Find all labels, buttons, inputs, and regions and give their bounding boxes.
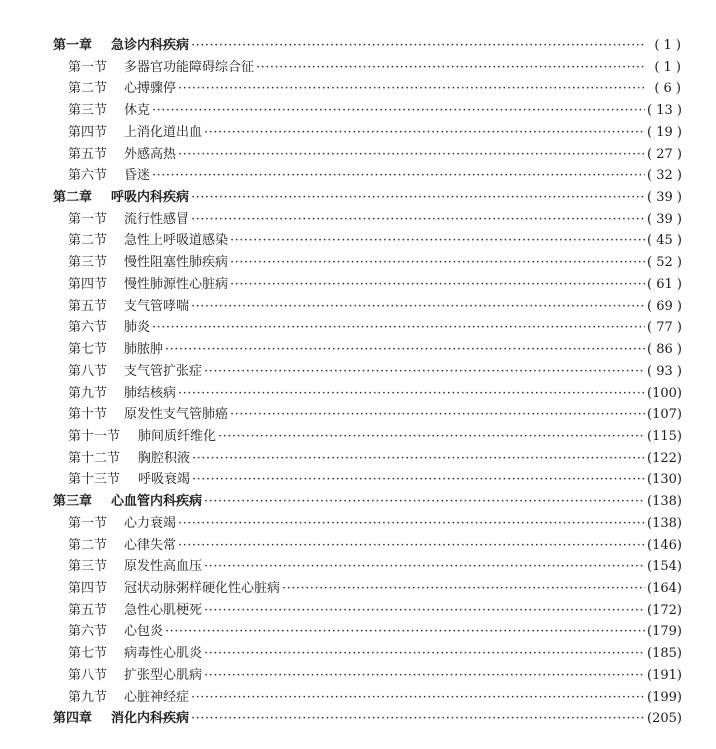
toc-section-entry[interactable] [53, 100, 681, 122]
table-of-contents [53, 35, 681, 730]
dot-leader [204, 643, 645, 665]
toc-section-entry[interactable] [53, 513, 681, 535]
chapter-title: 急诊内科疾病 [111, 38, 190, 53]
page-number: ( 1 ) [654, 59, 681, 75]
toc-section-entry[interactable] [53, 296, 681, 318]
dot-leader [282, 578, 645, 600]
section-title: 肺脓肿 [124, 342, 164, 358]
page-number: ( 19 ) [647, 124, 682, 140]
toc-section-entry[interactable] [53, 317, 681, 339]
page-number: (154) [647, 559, 682, 575]
page-number: ( 39 ) [647, 211, 682, 227]
toc-section-entry[interactable] [53, 230, 681, 252]
page-number: (107) [647, 407, 682, 423]
section-title: 慢性阻塞性肺疾病 [124, 255, 229, 271]
section-title: 急性上呼吸道感染 [124, 233, 229, 249]
section-title: 昏迷 [124, 168, 151, 184]
section-number: 第六节 [68, 168, 108, 184]
dot-leader [191, 187, 645, 209]
toc-section-entry[interactable] [53, 122, 681, 144]
toc-section-entry[interactable] [53, 361, 681, 383]
dot-leader [178, 78, 645, 100]
page-number: (179) [647, 624, 682, 640]
dot-leader [204, 361, 645, 383]
section-number: 第四节 [68, 580, 108, 596]
page-number: ( 39 ) [647, 190, 682, 206]
section-number: 第四节 [68, 276, 108, 292]
dot-leader [230, 404, 645, 426]
section-title: 肺炎 [124, 320, 151, 336]
toc-section-entry[interactable] [53, 643, 681, 665]
page-number: ( 1 ) [654, 38, 681, 53]
section-number: 第五节 [68, 298, 108, 314]
page-number: ( 32 ) [647, 168, 682, 184]
dot-leader [230, 252, 645, 274]
section-title: 心包炎 [124, 624, 164, 640]
toc-section-entry[interactable] [53, 57, 681, 79]
section-number: 第十三节 [68, 472, 121, 488]
section-number: 第二节 [68, 81, 108, 97]
section-number: 第八节 [68, 363, 108, 379]
dot-leader [152, 100, 645, 122]
page-number: (138) [647, 515, 682, 531]
section-title: 多器官功能障碍综合征 [124, 59, 255, 75]
toc-section-entry[interactable] [53, 252, 681, 274]
dot-leader [165, 621, 645, 643]
section-title: 急性心肌梗死 [124, 602, 203, 618]
toc-section-entry[interactable] [53, 404, 681, 426]
page-number: ( 77 ) [647, 320, 682, 336]
section-title: 病毒性心肌炎 [124, 646, 203, 662]
toc-section-entry[interactable] [53, 426, 681, 448]
page-number: (199) [647, 689, 682, 705]
section-number: 第五节 [68, 602, 108, 618]
toc-section-entry[interactable] [53, 665, 681, 687]
section-number: 第一节 [68, 515, 108, 531]
toc-section-entry[interactable] [53, 535, 681, 557]
dot-leader [230, 274, 645, 296]
dot-leader [191, 687, 645, 709]
page-number: (122) [647, 450, 682, 466]
chapter-number: 第四章 [53, 711, 93, 727]
dot-leader [191, 209, 645, 231]
page-number: (205) [647, 711, 682, 727]
dot-leader [218, 426, 645, 448]
page-number: ( 69 ) [647, 298, 682, 314]
section-number: 第九节 [68, 385, 108, 401]
chapter-title: 心血管内科疾病 [111, 494, 203, 510]
toc-section-entry[interactable] [53, 621, 681, 643]
section-title: 慢性肺源性心脏病 [124, 276, 229, 292]
toc-section-entry[interactable] [53, 469, 681, 491]
section-number: 第一节 [68, 211, 108, 227]
page-number: (172) [647, 602, 682, 618]
page-number: (146) [647, 537, 682, 553]
toc-section-entry[interactable] [53, 339, 681, 361]
dot-leader [191, 708, 645, 730]
dot-leader [256, 57, 645, 79]
section-number: 第五节 [68, 146, 108, 162]
dot-leader [230, 230, 645, 252]
section-number: 第一节 [68, 59, 108, 75]
section-title: 心搏骤停 [124, 81, 177, 97]
dot-leader [178, 535, 645, 557]
section-title: 支气管扩张症 [124, 363, 203, 379]
section-number: 第三节 [68, 103, 108, 119]
section-title: 支气管哮喘 [124, 298, 190, 314]
section-number: 第九节 [68, 689, 108, 705]
chapter-title: 消化内科疾病 [111, 711, 190, 727]
page-number: (164) [647, 580, 682, 596]
section-title: 心力衰竭 [124, 515, 177, 531]
dot-leader [191, 296, 645, 318]
section-title: 上消化道出血 [124, 124, 203, 140]
toc-chapter-entry[interactable] [53, 708, 681, 730]
section-number: 第六节 [68, 320, 108, 336]
chapter-number: 第二章 [53, 190, 93, 206]
section-number: 第七节 [68, 646, 108, 662]
page-number: (130) [647, 472, 682, 488]
toc-section-entry[interactable] [53, 78, 681, 100]
toc-section-entry[interactable] [53, 209, 681, 231]
page-number: (185) [647, 646, 682, 662]
section-number: 第三节 [68, 255, 108, 271]
section-title: 流行性感冒 [124, 211, 190, 227]
page-number: ( 13 ) [647, 103, 682, 119]
section-number: 第六节 [68, 624, 108, 640]
dot-leader [192, 448, 645, 470]
section-number: 第十二节 [68, 450, 121, 466]
dot-leader [204, 556, 645, 578]
toc-section-entry[interactable] [53, 687, 681, 709]
section-number: 第三节 [68, 559, 108, 575]
page-number: ( 27 ) [647, 146, 682, 162]
dot-leader [152, 165, 645, 187]
page-number: ( 93 ) [647, 363, 682, 379]
toc-chapter-entry[interactable] [53, 491, 681, 513]
toc-chapter-entry[interactable] [53, 187, 681, 209]
section-title: 冠状动脉粥样硬化性心脏病 [124, 580, 281, 596]
section-title: 原发性支气管肺癌 [124, 407, 229, 423]
page-number: (100) [647, 385, 682, 401]
page-number: (138) [647, 494, 682, 510]
chapter-number: 第一章 [53, 38, 93, 53]
chapter-number: 第三章 [53, 494, 93, 510]
toc-chapter-entry[interactable] [53, 35, 681, 57]
section-title: 胸腔积液 [138, 450, 191, 466]
toc-section-entry[interactable] [53, 600, 681, 622]
dot-leader [165, 339, 645, 361]
page-number: ( 52 ) [647, 255, 682, 271]
section-title: 呼吸衰竭 [138, 472, 191, 488]
dot-leader [204, 122, 645, 144]
toc-section-entry[interactable] [53, 383, 681, 405]
page-number: ( 61 ) [647, 276, 682, 292]
page-number: ( 6 ) [654, 81, 681, 97]
section-title: 心律失常 [124, 537, 177, 553]
section-title: 肺间质纤维化 [138, 428, 217, 444]
section-title: 休克 [124, 103, 151, 119]
toc-section-entry[interactable] [53, 144, 681, 166]
dot-leader [178, 513, 645, 535]
dot-leader [178, 144, 645, 166]
dot-leader [204, 665, 645, 687]
section-title: 心脏神经症 [124, 689, 190, 705]
dot-leader [178, 383, 645, 405]
toc-section-entry[interactable] [53, 448, 681, 470]
toc-section-entry[interactable] [53, 578, 681, 600]
section-title: 扩张型心肌病 [124, 667, 203, 683]
page-number: ( 45 ) [647, 233, 682, 249]
section-number: 第二节 [68, 233, 108, 249]
section-number: 第十节 [68, 407, 108, 423]
page-number: (115) [647, 428, 682, 444]
section-number: 第八节 [68, 667, 108, 683]
dot-leader [191, 35, 645, 57]
section-title: 原发性高血压 [124, 559, 203, 575]
section-number: 第十一节 [68, 428, 121, 444]
page-number: (191) [647, 667, 682, 683]
dot-leader [152, 317, 645, 339]
toc-section-entry[interactable] [53, 165, 681, 187]
section-title: 外感高热 [124, 146, 177, 162]
page-number: ( 86 ) [647, 342, 682, 358]
dot-leader [204, 491, 645, 513]
toc-section-entry[interactable] [53, 274, 681, 296]
section-number: 第四节 [68, 124, 108, 140]
section-title: 肺结核病 [124, 385, 177, 401]
dot-leader [204, 600, 645, 622]
section-number: 第七节 [68, 342, 108, 358]
section-number: 第二节 [68, 537, 108, 553]
dot-leader [192, 469, 645, 491]
toc-section-entry[interactable] [53, 556, 681, 578]
chapter-title: 呼吸内科疾病 [111, 190, 190, 206]
